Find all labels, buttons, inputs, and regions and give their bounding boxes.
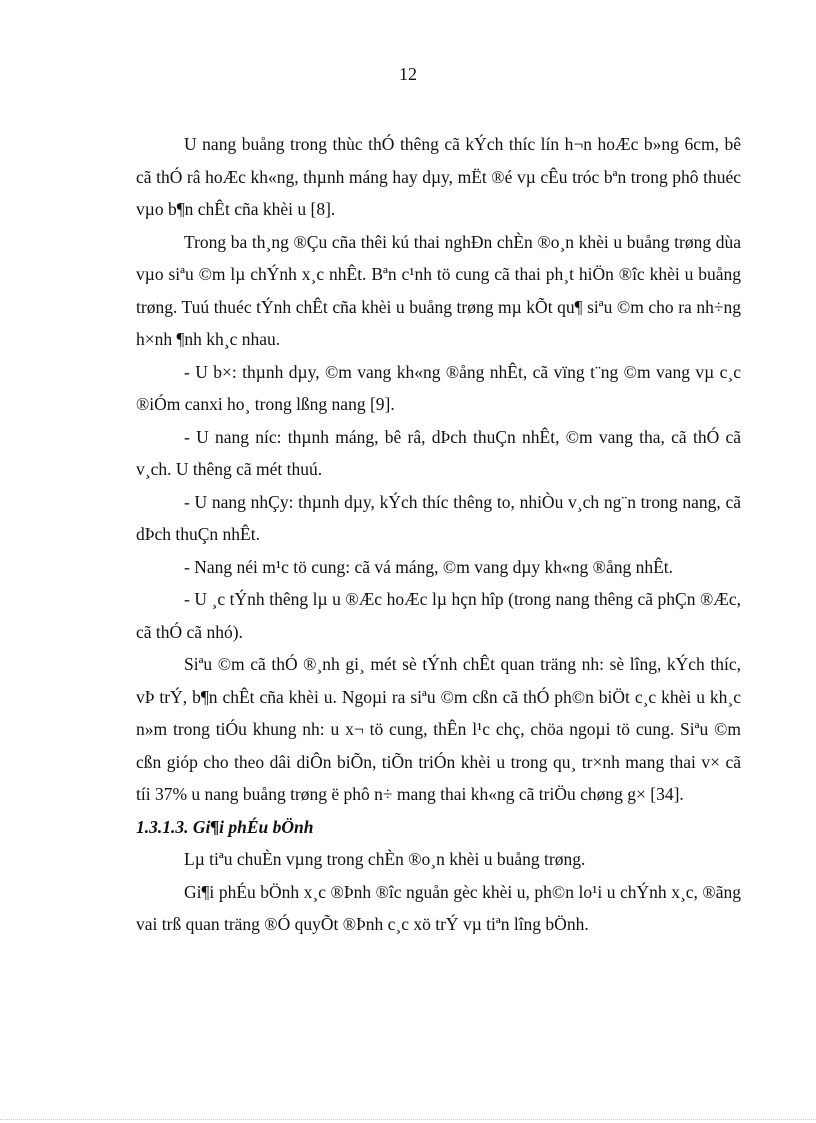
paragraph-2: Trong ba th¸ng ®Çu cña thêi kú thai nghÐn chÈn ®o¸n khèi u buång trøng dùa vµo siªu ©m lµ chÝnh x¸c nhÊt. Bªn c¹nh tö cung cã thai ph¸t hiÖn ®îc khèi u buång trøng. Tuú thuéc tÝnh chÊt cña khèi u buång trøng mµ kÕt qu¶ siªu ©m cho ra nh÷ng h×nh ¶nh kh¸c nhau.: [136, 231, 741, 349]
page-bottom-divider: [0, 1119, 816, 1120]
paragraph-sieu-am: Siªu ©m cã thÓ ®¸nh gi¸ mét sè tÝnh chÊt quan träng nh: sè lîng, kÝch thíc, vÞ trÝ, b¶n chÊt cña khèi u. Ngoµi ra siªu ©m cßn cã thÓ ph©n biÖt c¸c khèi u kh¸c n»m trong tiÓu khung nh: u x¬ tö cung, thÊn l¹c chç, chöa ngoµi tö cung. Siªu ©m cßn gióp cho theo dâi diÔn biÕn, tiÕn triÓn khèi u trong qu¸ tr×nh mang thai v× cã tíi 37% u nang buång trøng ë phô n÷ mang thai kh«ng cã triÖu chøng g× [34].: [136, 654, 741, 804]
paragraph-u-nang-nhay: - U nang nhÇy: thµnh dµy, kÝch thíc thêng to, nhiÒu v¸ch ng¨n trong nang, cã dÞch thuÇn nhÊt.: [136, 491, 741, 544]
paragraph-u-nang-nuoc: - U nang níc: thµnh máng, bê râ, dÞch thuÇn nhÊt, ©m vang tha, cã thÓ cã v¸ch. U thêng cã mét thuú.: [136, 426, 741, 479]
paragraph-nang-noi-mac: - Nang néi m¹c tö cung: cã vá máng, ©m vang dµy kh«ng ®ång nhÊt.: [184, 556, 674, 577]
paragraph-gpb-2: Gi¶i phÉu bÖnh x¸c ®Þnh ®îc nguån gèc khèi u, ph©n lo¹i u chÝnh x¸c, ®ãng vai trß quan träng ®Ó quyÕt ®Þnh c¸c xö trÝ vµ tiªn lîng bÖnh.: [136, 881, 741, 934]
document-body: [136, 128, 741, 941]
paragraph-gpb-1: Lµ tiªu chuÈn vµng trong chÈn ®o¸n khèi u buång trøng.: [184, 849, 586, 869]
paragraph-u-bi: - U b×: thµnh dµy, ©m vang kh«ng ®ång nhÊt, cã vïng t¨ng ©m vang vµ c¸c ®iÓm canxi ho¸ trong lßng nang [9].: [136, 361, 741, 414]
page-number: 12: [399, 64, 417, 84]
paragraph-1: U nang buång trong thùc thÓ thêng cã kÝch thíc lín h¬n hoÆc b»ng 6cm, bê cã thÓ râ hoÆc kh«ng, thµnh máng hay dµy, mËt ®é vµ cÊu tróc bªn trong phô thuéc vµo b¶n chÊt cña khèi u [8].: [136, 134, 741, 219]
section-heading: 1.3.1.3. Gi¶i phÉu bÖnh: [136, 816, 314, 837]
paragraph-u-ac-tinh: - U ¸c tÝnh thêng lµ u ®Æc hoÆc lµ hçn hîp (trong nang thêng cã phÇn ®Æc, cã thÓ cã nhó).: [136, 589, 741, 642]
